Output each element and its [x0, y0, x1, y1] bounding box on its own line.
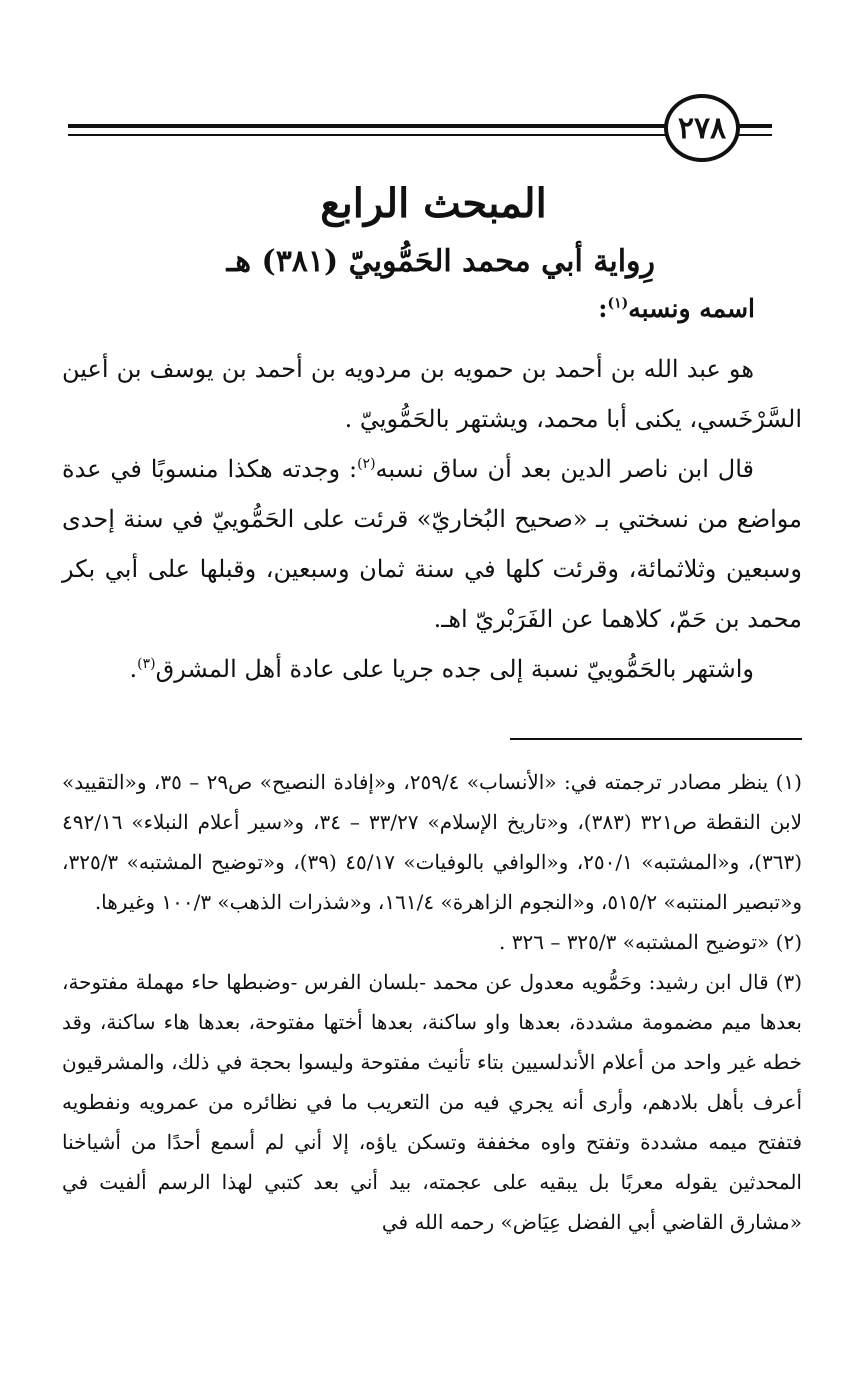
footnote-ref-2[interactable]: (٢) [357, 456, 376, 472]
paragraph-2-start: قال ابن ناصر الدين بعد أن ساق نسبه [375, 455, 754, 483]
body-text [62, 344, 802, 694]
footnote-1: (١) ينظر مصادر ترجمته في: «الأنساب» ٢٥٩/٤، و«إفادة النصيح» ص٢٩ – ٣٥، و«التقييد» لابن النقطة ص٣٢١ (٣٨٣)، و«تاريخ الإسلام» ٣٣/٢٧ – ٣٤، و«سير أعلام النبلاء» ٤٩٢/١٦ (٣٦٣)، و«المشتبه» ٢٥٠/١، و«الوافي بالوفيات» ٤٥/١٧ (٣٩)، و«توضيح المشتبه» ٣٢٥/٣، و«تبصير المنتبه» ٥١٥/٢، و«النجوم الزاهرة» ١٦١/٤، و«شذرات الذهب» ١٠٠/٣ وغيرها. [62, 770, 803, 914]
paragraph-2-end: : وجدته هكذا منسوبًا في عدة مواضع من نسختي بـ «صحيح البُخاريّ» قرئت على الحَمُّوييّ في سنة إحدى وسبعين وثلاثمائة، وقرئت كلها في سنة ثمان وسبعين، وقبلها على أبي بكر محمد بن حَمّ، كلاهما عن الفَرَبْريّ اهـ. [62, 455, 802, 633]
footnote-ref-3[interactable]: (٣) [137, 656, 156, 672]
paragraph-1: هو عبد الله بن أحمد بن حمويه بن مردويه بن أحمد بن يوسف بن أعين السَّرْخَسي، يكنى أبا محمد، ويشتهر بالحَمُّوييّ . [62, 355, 802, 433]
footnote-3: (٣) قال ابن رشيد: وحَمُّويه معدول عن محمد -بلسان الفرس -وضبطها حاء مهملة مفتوحة، بعدها ميم مضمومة مشددة، بعدها واو ساكنة، بعدها أختها مفتوحة، بعدها هاء ساكنة، وقد خطه غير واحد من أعلام الأندلسيين بتاء تأنيث مفتوحة وليسوا بحجة في ذلك، والمشرقيون أعرف بأهل بلادهم، وأرى أنه يجري فيه من التعريب ما في نظائره من عمرويه ونفطويه فتفتح ميمه مشددة وتفتح واوه مخففة وتسكن ياؤه، إلا أني لم أسمع أحدًا من أشياخنا المحدثين يقوله معربًا بل يبقيه على عجمته، بيد أني بعد كتبي لهذا الرسم ألفيت في «مشارق القاضي أبي الفضل عِيَاض» رحمه الله في [62, 970, 803, 1234]
paragraph-3-start: واشتهر بالحَمُّوييّ نسبة إلى جده جريا على عادة أهل المشرق [155, 655, 754, 683]
footnote-2: (٢) «توضيح المشتبه» ٣٢٥/٣ – ٣٢٦ . [499, 930, 802, 954]
page-number-badge [664, 94, 740, 162]
subtitle: رِواية أبي محمد الحَمُّوييّ (٣٨١) هـ [226, 244, 655, 279]
footnote-separator [510, 738, 802, 740]
footnote-ref-1[interactable]: (١) [607, 295, 629, 312]
paragraph-2 [62, 444, 802, 644]
name-heading [598, 294, 755, 323]
section-title: المبحث الرابع [320, 180, 547, 227]
paragraph-3 [62, 644, 802, 694]
header-rule-left [68, 124, 668, 136]
name-heading-colon: : [598, 294, 608, 323]
paragraph-3-end: . [129, 655, 138, 683]
header-rule-right [736, 124, 772, 136]
name-heading-text: اسمه ونسبه [628, 294, 755, 323]
page-number: ٢٧٨ [677, 110, 727, 146]
footnotes [62, 762, 802, 1242]
